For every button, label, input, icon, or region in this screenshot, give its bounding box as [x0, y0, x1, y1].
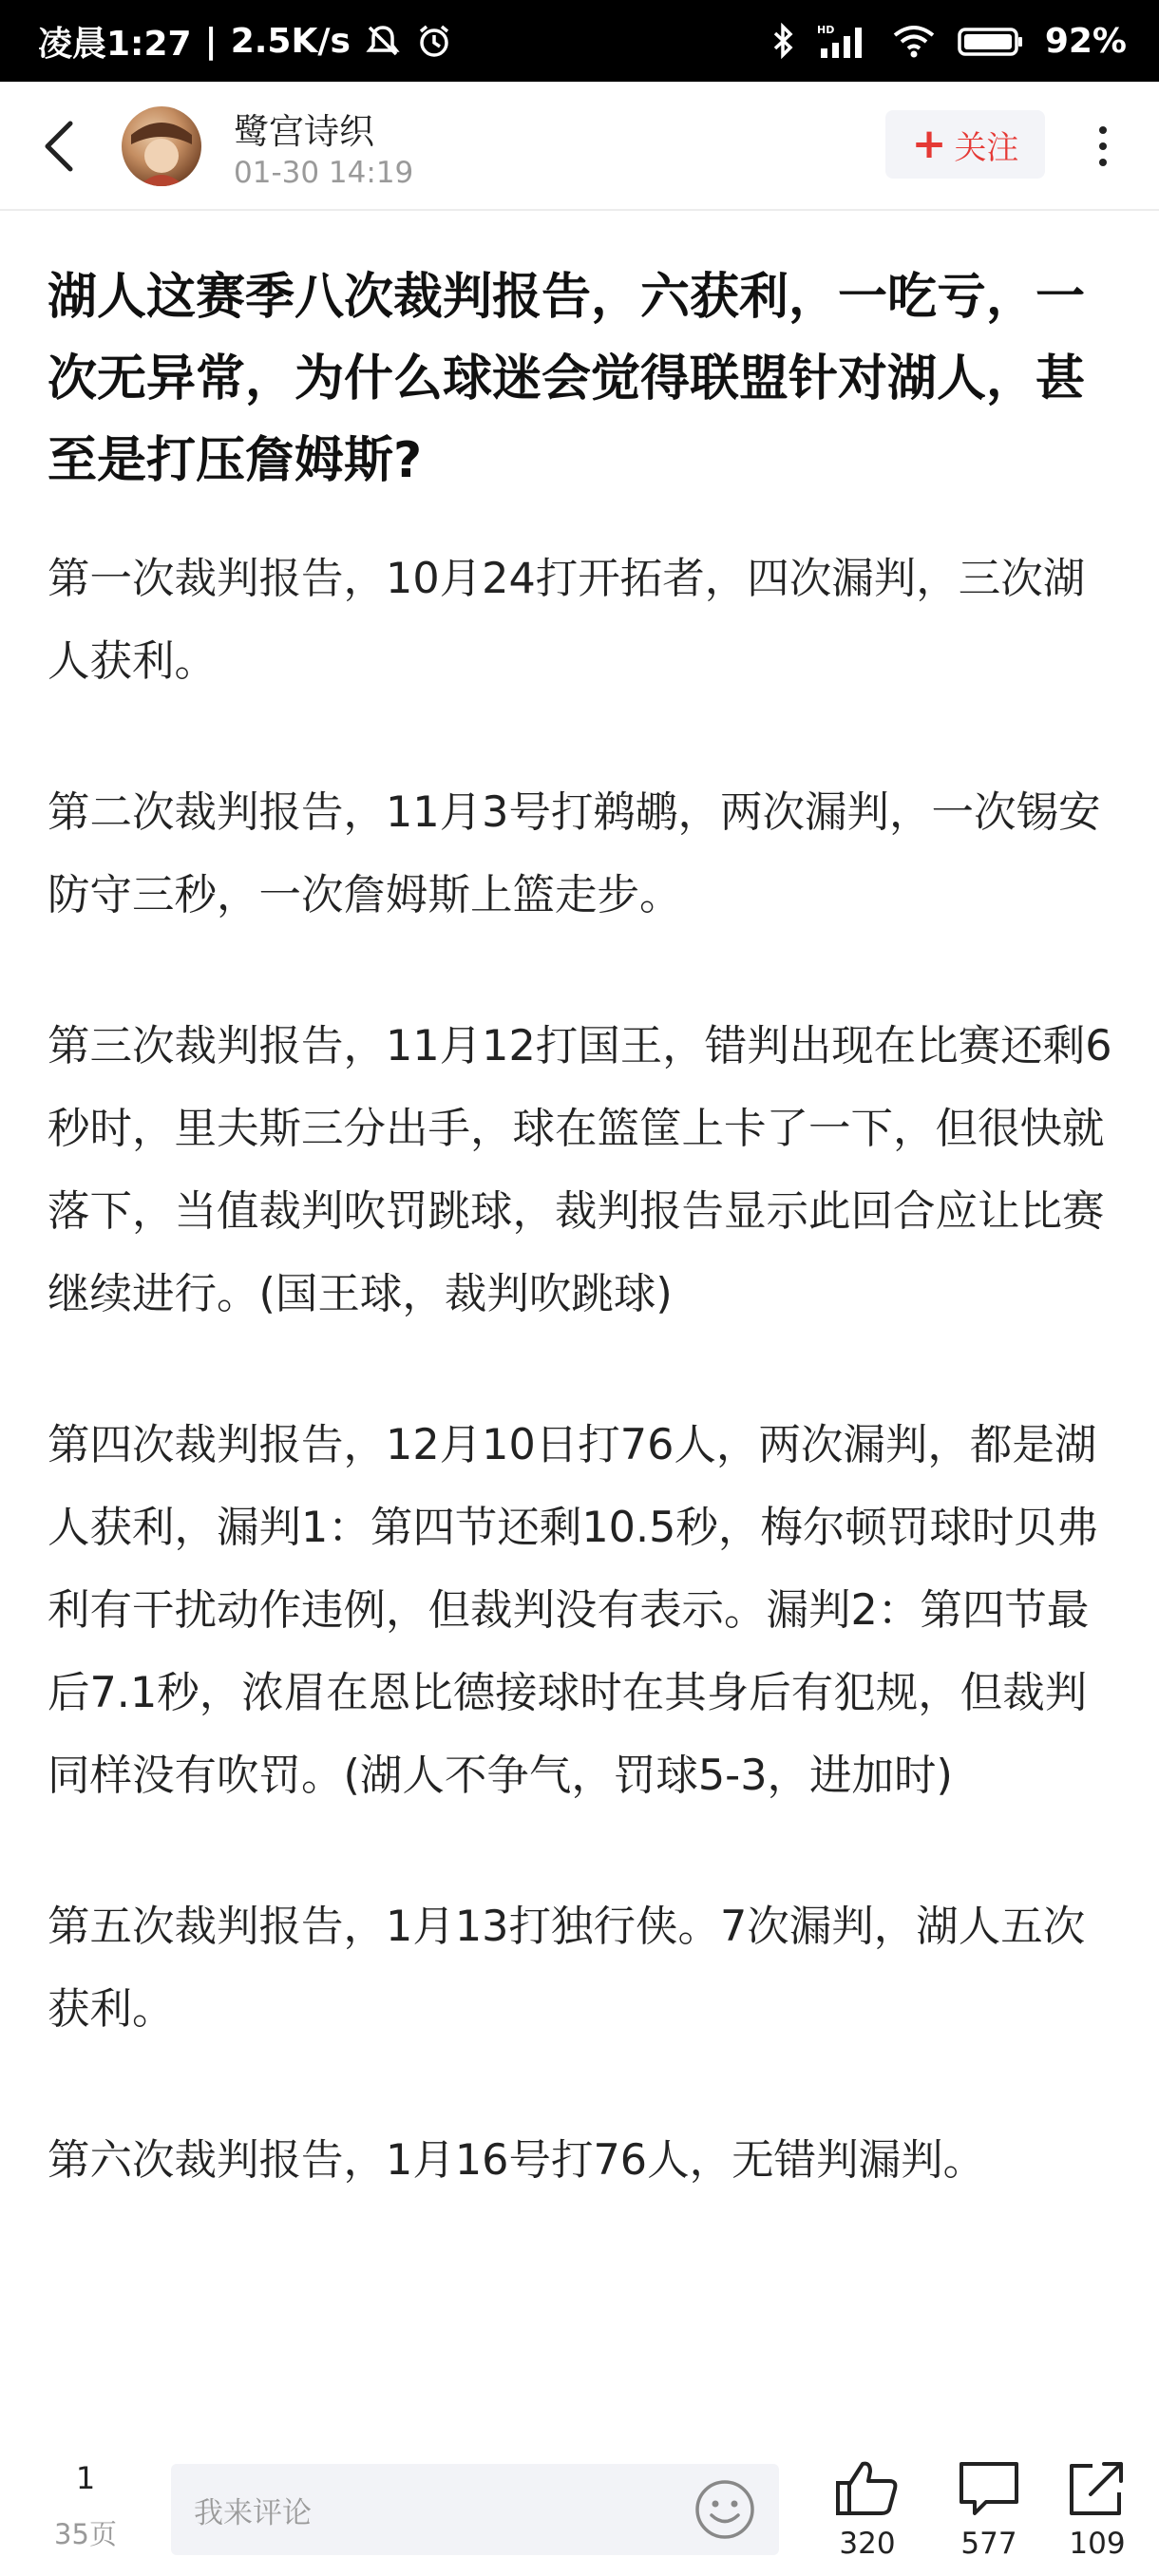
like-count: 320 — [839, 2527, 896, 2561]
status-separator: | — [204, 21, 218, 61]
battery-level: 92% — [1044, 21, 1127, 61]
network-speed: 2.5K/s — [230, 21, 351, 61]
more-vertical-icon[interactable] — [1079, 116, 1127, 177]
post-time: 01-30 14:19 — [234, 156, 414, 190]
emoji-icon[interactable] — [694, 2478, 756, 2541]
share-icon — [1064, 2458, 1130, 2519]
comment-input[interactable] — [171, 2464, 779, 2555]
status-left — [38, 17, 453, 66]
share-count: 109 — [1069, 2527, 1126, 2561]
alarm-icon — [415, 22, 453, 60]
article-title: 湖人这赛季八次裁判报告，六获利，一吃亏，一次无异常，为什么球迷会觉得联盟针对湖人，甚至是打压詹姆斯? — [48, 269, 1086, 489]
back-button[interactable] — [28, 116, 89, 177]
mute-icon — [364, 22, 402, 60]
plus-icon: + — [911, 120, 947, 168]
article-paragraph: 第一次裁判报告，10月24打开拓者，四次漏判，三次湖人获利。 — [48, 555, 1086, 686]
bluetooth-icon — [771, 22, 796, 60]
share-button[interactable] — [1045, 2458, 1150, 2561]
bottom-bar — [0, 2439, 1159, 2576]
battery-icon — [958, 22, 1024, 60]
post-header — [0, 82, 1159, 211]
hd-signal-icon — [817, 22, 870, 60]
article-body — [48, 538, 1121, 2202]
article-paragraph: 第三次裁判报告，11月12打国王，错判出现在比赛还剩6秒时，里夫斯三分出手，球在篮筐上卡了一下，但很快就落下，当值裁判吹罚跳球，裁判报告显示此回合应让比赛继续进行。(国王球，裁判吹跳球) — [48, 1022, 1112, 1318]
author-name[interactable]: 鹭宫诗织 — [234, 111, 374, 152]
comment-button[interactable] — [937, 2458, 1041, 2561]
chevron-left-icon — [40, 120, 78, 173]
status-time: 凌晨1:27 — [38, 24, 192, 64]
status-bar — [0, 0, 1159, 82]
article-paragraph: 第五次裁判报告，1月13打独行侠。7次漏判，湖人五次获利。 — [48, 1903, 1086, 2034]
like-button[interactable] — [815, 2458, 920, 2561]
article-paragraph: 第六次裁判报告，1月16号打76人，无错判漏判。 — [48, 2136, 986, 2185]
page-total: 35页 — [54, 2518, 117, 2550]
svg-text:HD: HD — [816, 24, 835, 36]
article-paragraph: 第四次裁判报告，12月10日打76人，两次漏判，都是湖人获利，漏判1：第四节还剩10.5秒，梅尔顿罚球时贝弗利有干扰动作违例，但裁判没有表示。漏判2：第四节最后7.1秒，浓眉在恩比德接球时在其身后有犯规，但裁判同样没有吹罚。(湖人不争气，罚球5-3，进加时) — [48, 1421, 1099, 1800]
wifi-icon — [891, 22, 937, 60]
comment-placeholder: 我来评论 — [194, 2495, 312, 2530]
follow-label: 关注 — [954, 128, 1019, 167]
comment-count: 577 — [960, 2527, 1017, 2561]
thumbs-up-icon — [834, 2458, 901, 2519]
comment-bubble-icon — [956, 2458, 1022, 2519]
page-indicator[interactable] — [38, 2460, 133, 2552]
author-avatar[interactable] — [122, 106, 201, 186]
status-right — [771, 22, 1127, 61]
page-current: 1 — [75, 2460, 96, 2496]
article-paragraph: 第二次裁判报告，11月3号打鹈鹕，两次漏判，一次锡安防守三秒，一次詹姆斯上篮走步。 — [48, 788, 1101, 919]
follow-button[interactable] — [885, 110, 1045, 179]
